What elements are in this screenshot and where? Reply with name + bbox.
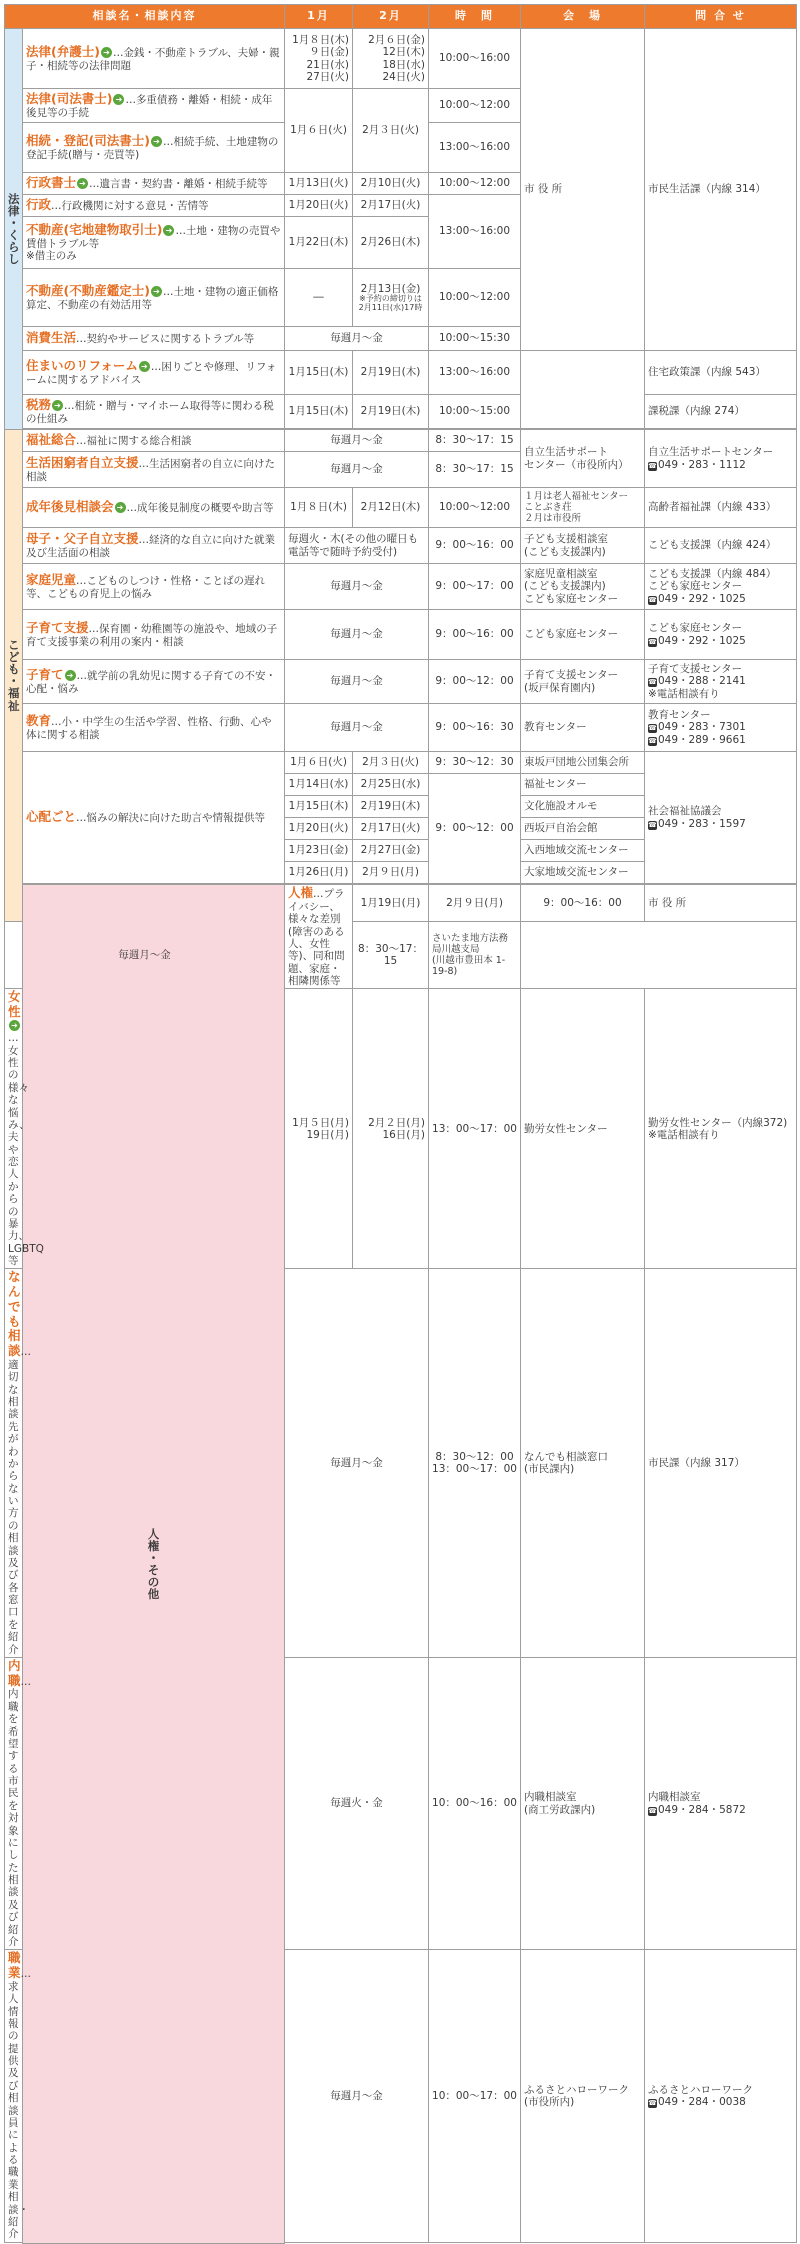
- row-naishoku: 内職…内職を希望する市民を対象にした相談及び紹介: [5, 1657, 23, 1949]
- row-jinken: 人権…プライバシー、様々な差別(障害のある人、女性等)、同和問題、家庭・相隣関係等: [285, 885, 353, 989]
- row-takken: 不動産(宅地建物取引士) ➔ …土地・建物の売買や賃借トラブル等 ※借主のみ: [23, 217, 285, 269]
- table-row: 心配ごと…悩みの解決に向けた助言や情報提供等 1月６日(火) 2月３日(火) 9：30～12：30 東坂戸団地公団集会所 社会福祉協議会 ☎049・283・1597: [5, 752, 797, 774]
- arrow-icon: ➔: [151, 286, 162, 297]
- row-gyosei2: 行政…行政機関に対する意見・苦情等: [23, 195, 285, 217]
- table-row: 行政書士 ➔ …遺言書・契約書・離婚・相続手続等 1月13日(火) 2月10日(火) 10:00～12:00: [5, 173, 797, 195]
- table-row: 1月15日(木) 2月19日(木) 文化施設オルモ: [5, 796, 797, 818]
- table-row: 行政…行政機関に対する意見・苦情等 1月20日(火) 2月17日(火) 13:00～16:00: [5, 195, 797, 217]
- row-sozoku: 相続・登記(司法書士) ➔ …相続手続、土地建物の登記手続(贈与・売買等): [23, 123, 285, 173]
- consultation-schedule-table: [4, 4, 797, 2244]
- row-gyosei: 行政書士 ➔ …遺言書・契約書・離婚・相続手続等: [23, 173, 285, 195]
- row-koken: 成年後見相談会 ➔ …成年後見制度の概要や助言等: [23, 488, 285, 528]
- row-kosodate2: 子育て ➔ …就学前の乳幼児に関する子育ての不安・心配・悩み: [23, 660, 285, 704]
- row-reform: 住まいのリフォーム ➔ …困りごとや修理、リフォームに関するアドバイス: [23, 351, 285, 395]
- arrow-icon: ➔: [115, 502, 126, 513]
- table-row: 法律(司法書士) ➔ …多重債務・離婚・相続・成年後見等の手続 1月６日(火) 2月３日(火) 10:00～12:00: [5, 89, 797, 123]
- row-kantei: 不動産(不動産鑑定士) ➔ …土地・建物の適正価格算定、不動産の有効活用等: [23, 269, 285, 327]
- phone-icon: ☎: [648, 461, 657, 470]
- table-row: 家庭児童…こどものしつけ・性格・ことばの遅れ等、こどもの育児上の悩み 毎週月～金 9：00～17：00 家庭児童相談室 (こども支援課内) こども家庭センター こども支援課（内線 484） こども家庭センター ☎049・292・1025: [5, 564, 797, 610]
- table-row: 人 権 ・ そ の 他 人権…プライバシー、様々な差別(障害のある人、女性等)、同和問題、家庭・相隣関係等 1月19日(月) 2月９日(月) 9：00～16：00 市 役 所: [5, 885, 797, 922]
- phone-icon: ☎: [648, 1806, 657, 1815]
- row-boshi: 母子・父子自立支援…経済的な自立に向けた就業及び生活面の相談: [23, 528, 285, 564]
- category-law: [5, 29, 23, 430]
- arrow-icon: ➔: [65, 670, 76, 681]
- category-rights: [23, 885, 285, 2244]
- table-row: 職業…求人情報の提供及び相談員による職業相談・紹介 毎週月～金 10：00～17：00 ふるさとハローワーク (市役所内) ふるさとハローワーク ☎049・284・0038: [5, 1950, 797, 2242]
- arrow-icon: ➔: [9, 1020, 20, 1031]
- row-bengoshi: 法律(弁護士) ➔ …金銭・不動産トラブル、夫婦・親子・相続等の法律問題: [23, 29, 285, 89]
- row-nandemo: なんでも相談…適切な相談先がわからない方の相談及び各窓口を紹介: [5, 1269, 23, 1658]
- row-kyoiku: 教育…小・中学生の生活や学習、性格、行動、心や体に関する相談: [23, 704, 285, 752]
- category-label: こ ど も ・ 福 祉: [8, 638, 20, 713]
- header-feb: 2月: [353, 5, 429, 29]
- table-row: 住まいのリフォーム ➔ …困りごとや修理、リフォームに関するアドバイス 1月15日(木) 2月19日(木) 13:00～16:00 住宅政策課（内線 543）: [5, 351, 797, 395]
- arrow-icon: ➔: [52, 400, 63, 411]
- phone-icon: ☎: [648, 678, 657, 687]
- table-row: なんでも相談…適切な相談先がわからない方の相談及び各窓口を紹介 毎週月～金 8：30～12：00 13：00～17：00 なんでも相談窓口 (市民課内) 市民課（内線 317）: [5, 1269, 797, 1658]
- table-row: 子育て ➔ …就学前の乳幼児に関する子育ての不安・心配・悩み 毎週月～金 9：00～12：00 子育て支援センター (坂戸保育園内) 子育て支援センター ☎049・288・2141 ※電話相談有り: [5, 660, 797, 704]
- row-shiho: 法律(司法書士) ➔ …多重債務・離婚・相続・成年後見等の手続: [23, 89, 285, 123]
- arrow-icon: ➔: [101, 47, 112, 58]
- arrow-icon: ➔: [151, 136, 162, 147]
- table-row: 相続・登記(司法書士) ➔ …相続手続、土地建物の登記手続(贈与・売買等) 13:00～16:00: [5, 123, 797, 173]
- row-konkyu: 生活困窮者自立支援…生活困窮者の自立に向けた相談: [23, 452, 285, 488]
- category-child: [5, 430, 23, 922]
- table-row: 母子・父子自立支援…経済的な自立に向けた就業及び生活面の相談 毎週火・木(その他の曜日も 電話等で随時予約受付) 9：00～16：00 子ども支援相談室 (こども支援課内) こども支援課（内線 424）: [5, 528, 797, 564]
- table-row: 消費生活…契約やサービスに関するトラブル等 毎週月～金 10:00～15:30: [5, 327, 797, 351]
- table-row: 1月14日(水) 2月25日(水) 9：00～12：00 福祉センター: [5, 774, 797, 796]
- category-label: 人 権 ・ そ の 他: [147, 1526, 160, 1601]
- header-venue: 会 場: [521, 5, 645, 29]
- phone-icon: ☎: [648, 724, 657, 733]
- arrow-icon: ➔: [163, 225, 174, 236]
- arrow-icon: ➔: [113, 94, 124, 105]
- table-row: 生活困窮者自立支援…生活困窮者の自立に向けた相談 毎週月～金 8：30～17：15: [5, 452, 797, 488]
- row-shokugyo: 職業…求人情報の提供及び相談員による職業相談・紹介: [5, 1950, 23, 2242]
- phone-icon: ☎: [648, 637, 657, 646]
- table-row: 内職…内職を希望する市民を対象にした相談及び紹介 毎週火・金 10：00～16：00 内職相談室 (商工労政課内) 内職相談室 ☎049・284・5872: [5, 1657, 797, 1949]
- table-row: 女性➔…女性の様々な悩み、夫や恋人からの暴力、LGBTQ等 1月５日(月) 19日(月) 2月２日(月) 16日(月) 13：00～17：00 勤労女性センター 勤労女性センター（内線372) ※電話相談有り: [5, 989, 797, 1269]
- table-row: こ ど も ・ 福 祉 福祉総合…福祉に関する総合相談 毎週月～金 8：30～17：15 自立生活サポート センター（市役所内） 自立生活サポートセンター ☎049・283・1112: [5, 430, 797, 452]
- table-row: 不動産(宅地建物取引士) ➔ …土地・建物の売買や賃借トラブル等 ※借主のみ 1月22日(木) 2月26日(木): [5, 217, 797, 269]
- category-label: 法 律 ・ く ら し: [8, 191, 20, 267]
- table-row: 毎週月～金 8：30～17：15 さいたま地方法務局川越支局 (川越市豊田本 1-19-8): [5, 921, 797, 989]
- phone-icon: ☎: [648, 736, 657, 745]
- row-shohi: 消費生活…契約やサービスに関するトラブル等: [23, 327, 285, 351]
- table-row: 不動産(不動産鑑定士) ➔ …土地・建物の適正価格算定、不動産の有効活用等 ― 2月13日(金) ※予約の締切りは 2月11日(水)17時 10:00～12:00: [5, 269, 797, 327]
- arrow-icon: ➔: [77, 178, 88, 189]
- table-row: 成年後見相談会 ➔ …成年後見制度の概要や助言等 1月８日(木) 2月12日(木) 10:00～12:00 １月は老人福祉センター ことぶき荘 ２月は市役所 高齢者福祉課（内線 433）: [5, 488, 797, 528]
- law-contact: 市民生活課（内線 314）: [645, 29, 797, 351]
- row-kosodate: 子育て支援…保育園・幼稚園等の施設や、地域の子育て支援事業の利用の案内・相談: [23, 610, 285, 660]
- phone-icon: ☎: [648, 820, 657, 829]
- header-row: [5, 5, 797, 29]
- table-row: 税務 ➔ …相続・贈与・マイホーム取得等に関わる税の仕組み 1月15日(木) 2月19日(木) 10:00～15:00 課税課（内線 274）: [5, 395, 797, 429]
- row-katei: 家庭児童…こどものしつけ・性格・ことばの遅れ等、こどもの育児上の悩み: [23, 564, 285, 610]
- table-row: 1月23日(金) 2月27日(金) 入西地域交流センター: [5, 840, 797, 862]
- header-name: 相談名・相談内容: [5, 5, 285, 29]
- row-zeimu: 税務 ➔ …相続・贈与・マイホーム取得等に関わる税の仕組み: [23, 395, 285, 429]
- law-venue: 市 役 所: [521, 29, 645, 351]
- header-time: 時 間: [429, 5, 521, 29]
- header-jan: 1月: [285, 5, 353, 29]
- table-row: 1月26日(月) 2月９日(月) 大家地域交流センター: [5, 862, 797, 884]
- header-contact: 問 合 せ: [645, 5, 797, 29]
- table-row: 法 律 ・ く ら し 法律(弁護士) ➔ …金銭・不動産トラブル、夫婦・親子・相続等の法律問題 1月８日(木) ９日(金) 21日(水) 27日(火) 2月６日(金) 12日(木) 18日(水) 24日(火) 10:00～16:00 市 役 所 市民生活課（内線 314）: [5, 29, 797, 89]
- row-fukushi: 福祉総合…福祉に関する総合相談: [23, 430, 285, 452]
- phone-icon: ☎: [648, 2098, 657, 2107]
- table-row: 1月20日(火) 2月17日(火) 西坂戸自治会館: [5, 818, 797, 840]
- arrow-icon: ➔: [139, 361, 150, 372]
- phone-icon: ☎: [648, 595, 657, 604]
- row-shinpai: 心配ごと…悩みの解決に向けた助言や情報提供等: [23, 752, 285, 884]
- table-row: 教育…小・中学生の生活や学習、性格、行動、心や体に関する相談 毎週月～金 9：00～16：30 教育センター 教育センター ☎049・283・7301 ☎049・289・9661: [5, 704, 797, 752]
- row-josei: 女性➔…女性の様々な悩み、夫や恋人からの暴力、LGBTQ等: [5, 989, 23, 1269]
- table-row: 子育て支援…保育園・幼稚園等の施設や、地域の子育て支援事業の利用の案内・相談 毎週月～金 9：00～16：00 こども家庭センター こども家庭センター ☎049・292・1025: [5, 610, 797, 660]
